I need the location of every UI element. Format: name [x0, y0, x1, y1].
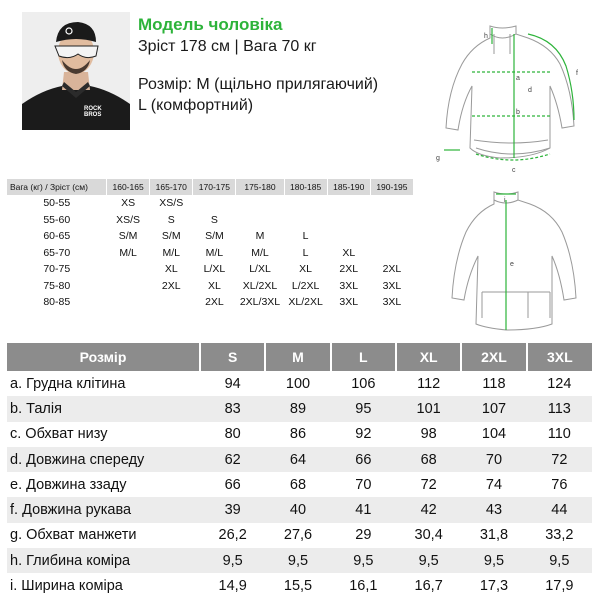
measure-row-label: b. Талія [7, 396, 200, 421]
wh-row-cell: S/M [118, 230, 138, 243]
wh-row-cell: 2XL [161, 279, 181, 292]
measure-row-cell: 66 [224, 476, 241, 493]
measure-header: XL [396, 343, 461, 371]
wh-row-cell [284, 212, 327, 229]
wh-header: 180-185 [284, 179, 327, 195]
measure-row-cell: 110 [547, 426, 571, 443]
diagram-label-h: h [484, 33, 488, 40]
measure-row-cell: 100 [285, 375, 311, 392]
measure-row [7, 472, 592, 497]
measure-row-cell: 68 [396, 447, 461, 472]
measure-row-cell: 44 [527, 497, 592, 522]
measure-row-cell: 101 [396, 396, 461, 421]
measure-row-label: f. Довжина рукава [7, 497, 200, 522]
measure-row-cell: 16,7 [414, 578, 443, 595]
wh-row-cell [284, 195, 327, 212]
wh-row-cell [107, 261, 150, 278]
wh-row-label: 80-85 [43, 296, 71, 309]
measure-row-cell: 17,3 [479, 578, 509, 595]
wh-row-cell: L [302, 230, 309, 243]
measure-row-cell: 74 [485, 476, 503, 493]
wh-row-cell: M/L [251, 246, 269, 259]
measure-row-cell: 27,6 [283, 527, 313, 544]
diagram-label-f: f [576, 70, 578, 77]
model-photo [22, 12, 130, 130]
wh-row-label: 50-55 [43, 197, 71, 210]
measure-header: L [331, 343, 396, 371]
measure-header: Розмір [7, 343, 200, 371]
measure-row-cell: 9,5 [265, 548, 330, 573]
model-stats: Зріст 178 см | Вага 70 кг [138, 38, 317, 55]
wh-row-cell: 3XL [382, 296, 402, 309]
wh-row-cell [370, 195, 413, 212]
wh-row-cell: S/M [205, 230, 224, 243]
wh-row [7, 294, 414, 311]
wh-row-cell: S/M [161, 230, 181, 243]
measure-row-cell: 33,2 [545, 527, 574, 544]
wh-row-cell: M/L [205, 246, 224, 259]
wh-row-cell [327, 228, 370, 245]
wh-header: 185-190 [327, 179, 370, 195]
wh-row-cell [327, 212, 370, 229]
wh-row-cell [370, 245, 413, 262]
wh-row-cell: M [255, 230, 265, 243]
shirt-print-label: ROCK BROS [84, 106, 102, 118]
wh-row-cell: XL/2XL [288, 296, 323, 309]
wh-header-row [7, 179, 414, 195]
measure-row-cell: 112 [417, 375, 441, 392]
measure-row-cell: 107 [461, 396, 526, 421]
measure-row-cell: 76 [551, 476, 568, 493]
wh-header: 170-175 [193, 179, 236, 195]
measure-row-cell: 9,5 [331, 548, 396, 573]
wh-row [7, 278, 414, 295]
model-size-line1: Розмір: M (щільно прилягаючий) [138, 76, 379, 93]
measure-row [7, 523, 592, 548]
measure-header: S [200, 343, 265, 371]
measure-row-cell: 113 [527, 396, 592, 421]
wh-row-cell [370, 212, 413, 229]
measure-row [7, 371, 592, 396]
measure-row-cell: 66 [331, 447, 396, 472]
wh-row-cell: L/XL [249, 263, 271, 276]
model-size-line2: L (комфортний) [138, 97, 254, 114]
measure-row-cell: 42 [396, 497, 461, 522]
wh-row [7, 212, 414, 229]
measure-row-cell: 80 [224, 426, 241, 443]
wh-header: 165-170 [150, 179, 193, 195]
wh-row-label: 60-65 [43, 230, 71, 243]
wh-row-cell [107, 278, 150, 295]
measure-row-cell: 83 [200, 396, 265, 421]
wh-row-label: 55-60 [43, 213, 71, 226]
measure-row-cell: 15,5 [283, 578, 313, 595]
wh-row-cell: L/2XL [291, 279, 320, 292]
measure-row-cell: 9,5 [527, 548, 592, 573]
measure-row-cell: 40 [265, 497, 330, 522]
measure-row-cell: 17,9 [545, 578, 574, 595]
wh-header: Вага (кг) / Зріст (см) [7, 179, 107, 195]
wh-row-cell [370, 228, 413, 245]
wh-header: 190-195 [370, 179, 413, 195]
wh-row-cell: 2XL [205, 296, 224, 309]
measure-row-cell: 64 [265, 447, 330, 472]
measure-row-cell: 62 [200, 447, 265, 472]
measure-row-cell: 9,5 [200, 548, 265, 573]
diagram-label-d: d [528, 87, 532, 94]
measure-row-cell: 104 [481, 426, 507, 443]
wh-row-cell: XL/2XL [242, 279, 278, 292]
wh-row-cell [327, 195, 370, 212]
wh-row-cell: 3XL [339, 279, 359, 292]
wh-row-cell: XL [207, 279, 221, 292]
measure-row-cell: 124 [547, 375, 572, 392]
wh-row-cell: XS/S [159, 197, 184, 210]
measure-row-cell: 31,8 [479, 527, 509, 544]
wh-row [7, 195, 414, 212]
front-jersey-diagram [432, 20, 592, 180]
wh-row-cell: XL [299, 263, 313, 276]
wh-row-cell [150, 294, 193, 311]
measure-row-cell: 86 [289, 426, 307, 443]
measure-row-cell: 98 [420, 426, 437, 443]
measure-row-cell: 26,2 [218, 527, 247, 544]
wh-header: 160-165 [107, 179, 150, 195]
measure-row-cell: 95 [331, 396, 396, 421]
measure-row-cell: 92 [355, 426, 372, 443]
measure-row [7, 548, 592, 573]
measure-row-cell: 106 [351, 375, 376, 392]
measure-row [7, 396, 592, 421]
measure-row-cell: 29 [355, 527, 372, 544]
wh-row-cell: XL [342, 246, 356, 259]
weight-height-table [7, 179, 414, 311]
measure-row-cell: 70 [461, 447, 526, 472]
wh-row-cell: XS [121, 197, 136, 210]
measure-row-cell: 43 [461, 497, 526, 522]
measure-row-cell: 70 [355, 476, 372, 493]
model-info [138, 14, 438, 116]
wh-row-cell: 2XL [339, 263, 359, 276]
measure-row-cell: 68 [289, 476, 307, 493]
wh-header: 175-180 [236, 179, 284, 195]
measure-row-label: c. Обхват низу [10, 426, 108, 443]
wh-row-cell: 3XL [339, 296, 359, 309]
back-jersey-diagram [440, 188, 590, 336]
wh-row-cell: S [210, 213, 218, 226]
diagram-label-a: a [516, 75, 520, 82]
wh-row-label: 65-70 [43, 246, 71, 259]
measure-row-label: i. Ширина коміра [10, 578, 123, 595]
wh-row-cell: S [167, 213, 175, 226]
wh-row-cell: XS/S [116, 213, 141, 226]
wh-row-cell: 2XL [382, 263, 402, 276]
measure-row-cell: 118 [482, 375, 506, 392]
measure-header: 3XL [527, 343, 592, 371]
wh-row [7, 228, 414, 245]
measure-row-cell: 14,9 [218, 578, 247, 595]
measure-row-cell: 16,1 [349, 578, 378, 595]
measure-row-label: h. Глибина коміра [7, 548, 200, 573]
diagram-label-b: b [516, 109, 520, 116]
wh-row-cell [236, 212, 284, 229]
wh-row-cell: M/L [119, 246, 137, 259]
wh-row-cell [193, 195, 236, 212]
measure-row [7, 447, 592, 472]
measure-row-label: e. Довжина ззаду [10, 476, 127, 493]
wh-row-cell: L/XL [203, 263, 226, 276]
wh-row-cell: L [302, 246, 309, 259]
wh-row-cell [236, 195, 284, 212]
measure-row-cell: 9,5 [396, 548, 461, 573]
wh-row [7, 245, 414, 262]
diagram-label-i: i [504, 197, 506, 204]
wh-row [7, 261, 414, 278]
measure-row-label: g. Обхват манжети [10, 527, 137, 544]
measure-row-cell: 41 [331, 497, 396, 522]
wh-row-cell: 3XL [382, 279, 402, 292]
measure-row-cell: 72 [420, 476, 437, 493]
measure-row [7, 497, 592, 522]
wh-row-cell [107, 294, 150, 311]
wh-row-label: 70-75 [43, 263, 71, 276]
measure-header: M [265, 343, 330, 371]
model-title: Модель чоловіка [138, 15, 283, 34]
diagram-label-e: e [510, 261, 514, 268]
measure-row-cell: 39 [200, 497, 265, 522]
measurements-table [7, 343, 592, 599]
diagram-label-c: c [512, 167, 516, 174]
wh-row-label: 75-80 [43, 279, 71, 292]
diagram-label-g: g [436, 155, 440, 162]
measure-row-cell: 89 [265, 396, 330, 421]
measure-row [7, 573, 592, 598]
measure-row-label: a. Грудна клітина [10, 375, 126, 392]
measure-row [7, 422, 592, 447]
measure-row-cell: 30,4 [414, 527, 443, 544]
measure-row-cell: 94 [224, 375, 241, 392]
wh-row-cell: XL [164, 263, 178, 276]
measure-row-cell: 72 [527, 447, 592, 472]
measure-row-label: d. Довжина спереду [7, 447, 200, 472]
measure-row-cell: 9,5 [461, 548, 526, 573]
measure-header-row [7, 343, 592, 371]
measure-header: 2XL [461, 343, 526, 371]
wh-row-cell: 2XL/3XL [239, 296, 281, 309]
wh-row-cell: M/L [162, 246, 180, 259]
